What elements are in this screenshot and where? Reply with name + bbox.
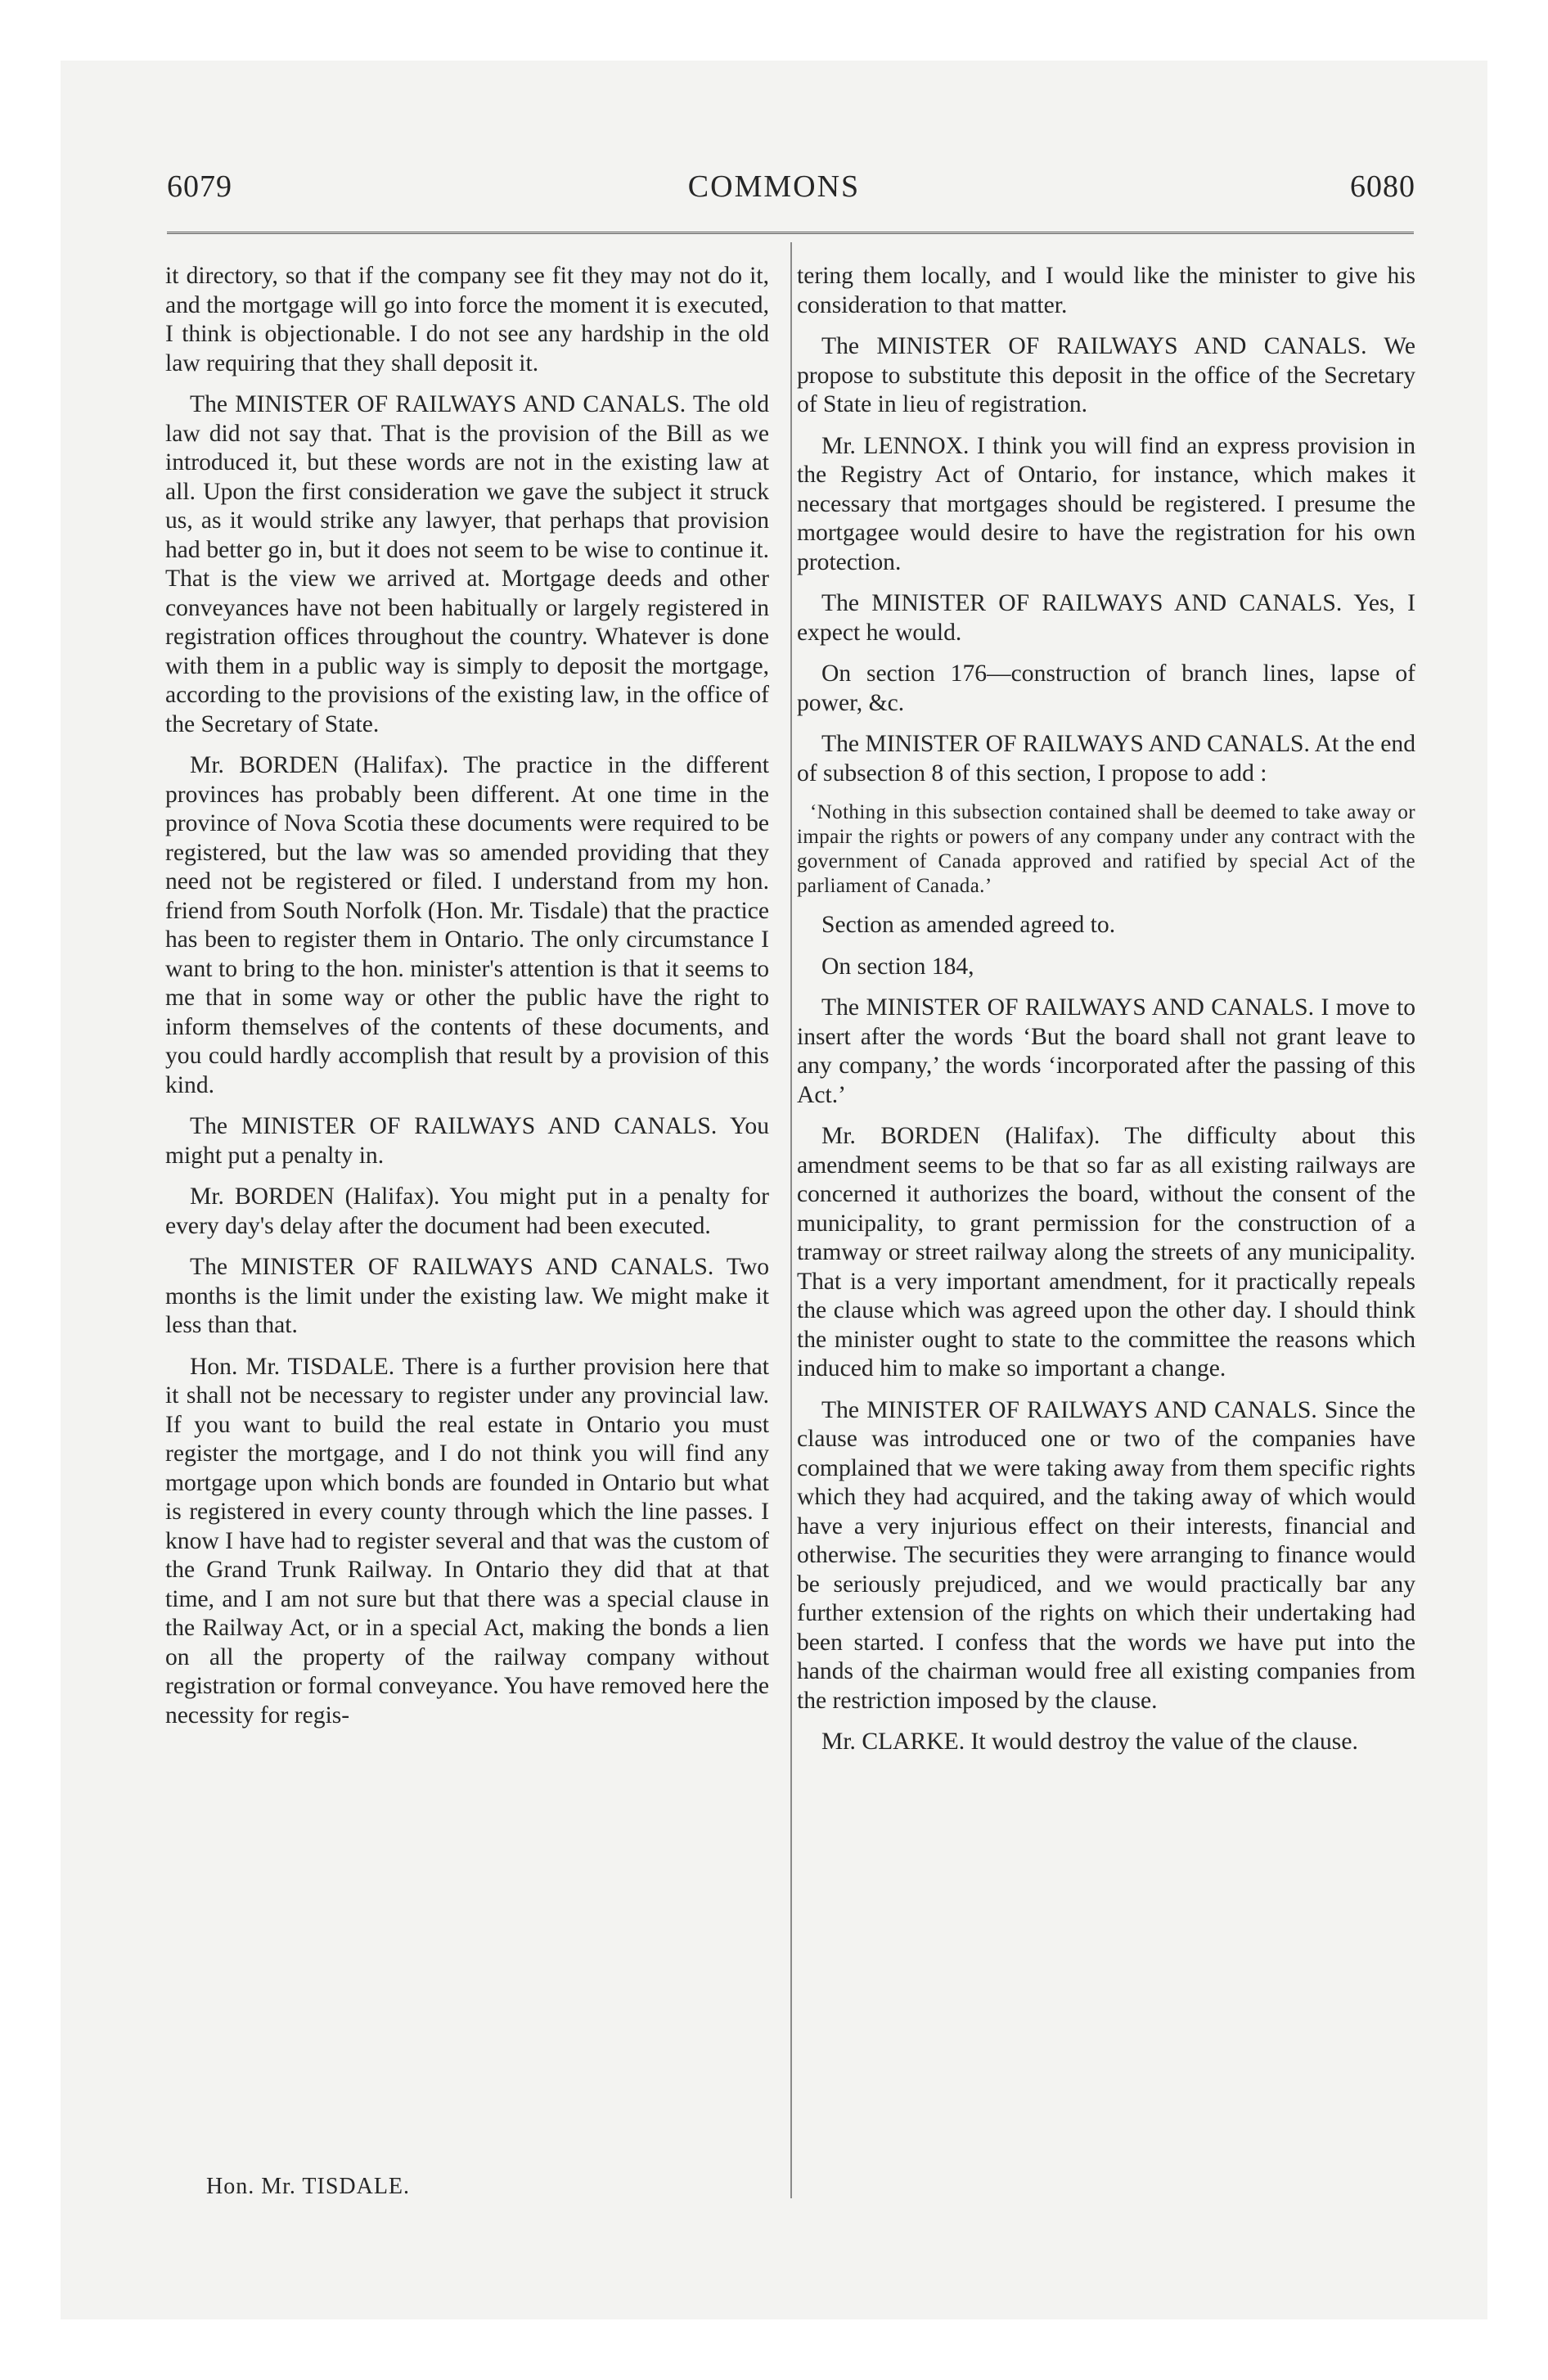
paragraph: On section 184, bbox=[821, 953, 974, 980]
paragraph: Section as amended agreed to. bbox=[821, 912, 1116, 938]
paragraph: The MINISTER OF RAILWAYS AND CANALS. Two months is the limit under the existing law. We might make it less than that. bbox=[165, 1254, 769, 1338]
right-column bbox=[797, 262, 1415, 1769]
header-rule bbox=[167, 232, 1414, 237]
paragraph: The MINISTER OF RAILWAYS AND CANALS. Since the clause was introduced one or two of the companies have complained that we were taking away from them specific rights which they had acquired, and the taking away of which would have a very injurious effect on their interests, financial and otherwise. The securities they were arranging to finance would be seriously prejudiced, and we would practically bar any further extension of the rights on which their undertaking had been started. I confess that the words we have put into the hands of the chairman would free all existing companies from the restriction imposed by the clause. bbox=[797, 1396, 1415, 1714]
paragraph: The MINISTER OF RAILWAYS AND CANALS. I move to insert after the words ‘But the board shall not grant leave to any company,’ the words ‘incorporated after the passing of this Act.’ bbox=[797, 994, 1415, 1108]
right-page-number: 6080 bbox=[1350, 169, 1415, 204]
paragraph: Hon. Mr. TISDALE. There is a further provision here that it shall not be necessary to register under any provincial law. If you want to build the real estate in Ontario you must register the mortgage, and I do not think you will find any mortgage upon which bonds are founded in Ontario but what is registered in every county through which the line passes. I know I have had to register several and that was the custom of the Grand Trunk Railway. In Ontario they did that at that time, and I am not sure but that there was a special clause in the Railway Act, or in a special Act, making the bonds a lien on all the property of the railway company without registration or formal conveyance. You have removed here the necessity for regis- bbox=[165, 1353, 769, 1729]
paragraph: it directory, so that if the company see fit they may not do it, and the mortgage will go into force the moment it is executed, I think is objectionable. I do not see any hardship in the old law requiring that they shall deposit it. bbox=[165, 263, 769, 376]
quoted-amendment: ‘Nothing in this subsection contained shall be deemed to take away or impair the rights or powers of any company under any contract with the government of Canada approved and ratified by special Act of the parliament of Canada.’ bbox=[797, 801, 1415, 897]
paragraph: Mr. BORDEN (Halifax). You might put in a penalty for every day's delay after the document had been executed. bbox=[165, 1183, 769, 1239]
paragraph: Mr. LENNOX. I think you will find an express provision in the Registry Act of Ontario, for instance, which makes it necessary that mortgages should be registered. I presume the mortgagee would desire to have the registration for his own protection. bbox=[797, 432, 1415, 575]
footer-catchword: Hon. Mr. TISDALE. bbox=[206, 2174, 411, 2199]
left-column bbox=[165, 262, 769, 1742]
paragraph: The MINISTER OF RAILWAYS AND CANALS. At the end of subsection 8 of this section, I propose to add : bbox=[797, 731, 1415, 787]
paragraph: The MINISTER OF RAILWAYS AND CANALS. We propose to substitute this deposit in the office of the Secretary of State in lieu of registration. bbox=[797, 333, 1415, 417]
paragraph: Mr. BORDEN (Halifax). The difficulty about this amendment seems to be that so far as all existing railways are concerned it authorizes the board, without the consent of the municipality, to grant permission for the construction of a tramway or street railway along the streets of any municipality. That is a very important amendment, for it practically repeals the clause which was agreed upon the other day. I should think the minister ought to state to the committee the reasons which induced him to make so important a change. bbox=[797, 1123, 1415, 1382]
paragraph: On section 176—construction of branch lines, lapse of power, &c. bbox=[797, 660, 1415, 716]
paragraph: The MINISTER OF RAILWAYS AND CANALS. Yes, I expect he would. bbox=[797, 590, 1415, 646]
paragraph: Mr. CLARKE. It would destroy the value of the clause. bbox=[821, 1729, 1358, 1755]
paragraph: tering them locally, and I would like the minister to give his consideration to that matter. bbox=[797, 263, 1415, 318]
page-title: COMMONS bbox=[687, 169, 861, 204]
left-page-number: 6079 bbox=[167, 169, 232, 204]
page-header bbox=[0, 169, 1548, 218]
column-divider bbox=[790, 242, 792, 2198]
paragraph: The MINISTER OF RAILWAYS AND CANALS. You might put a penalty in. bbox=[165, 1113, 769, 1169]
paragraph: The MINISTER OF RAILWAYS AND CANALS. The old law did not say that. That is the provision of the Bill as we introduced it, but these words are not in the existing law at all. Upon the first consideration we gave the subject it struck us, as it would strike any lawyer, that perhaps that provision had better go in, but it does not seem to be wise to continue it. That is the view we arrived at. Mortgage deeds and other conveyances have not been habitually or largely registered in registration offices throughout the country. Whatever is done with them in a public way is simply to deposit the mortgage, according to the provisions of the existing law, in the office of the Secretary of State. bbox=[165, 391, 769, 737]
paragraph: Mr. BORDEN (Halifax). The practice in the different provinces has probably been different. At one time in the province of Nova Scotia these documents were required to be registered, but the law was so amended providing that they need not be registered or filed. I understand from my hon. friend from South Norfolk (Hon. Mr. Tisdale) that the practice has been to register them in Ontario. The only circumstance I want to bring to the hon. minister's attention is that it seems to me that in some way or other the public have the right to inform themselves of the contents of these documents, and you could hardly accomplish that result by a provision of this kind. bbox=[165, 752, 769, 1098]
